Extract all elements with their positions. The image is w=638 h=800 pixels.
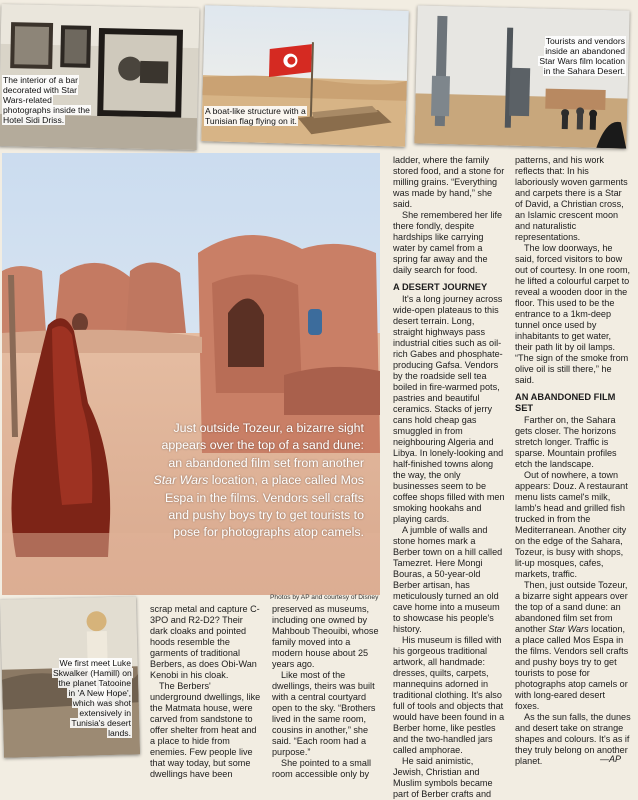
paragraph: She pointed to a small room accessible only by (272, 758, 371, 779)
paragraph: Then, just outside Tozeur, a bizarre sight appears over the top of a sand dune: an abandoned film set from another Star Wars location, a place called Mos Espa in the films. Vendors sell crafts and pushy boys try to get tourists to pose for photographs atop camels or with long-eared desert foxes. (515, 580, 629, 711)
boat-photo-caption: A boat-like structure with a Tunisian flag flying on it. (205, 106, 306, 126)
article-column-1 (150, 604, 262, 780)
paragraph: Farther on, the Sahara gets closer. The horizons stretch longer. Traffic is sparse. Mountain profiles etch the landscape. (515, 415, 617, 469)
vendors-photo (414, 5, 629, 148)
byline-signature: —AP (600, 754, 622, 764)
pull-quote: Just outside Tozeur, a bizarre sight appears over the top of a sand dune: an abandoned film set from another Star Wars location, a place called Mos Espa in the films. Vendors sell crafts and pushy boys try to get tourists to pose for photographs atop camels. (153, 421, 364, 540)
skywalker-photo-caption: We first meet Luke Skwalker (Hamill) on the planet Tatooine in 'A New Hope', which was shot extensively in Tunisia's desert lands. (53, 658, 132, 738)
paragraph: scrap metal and capture C-3PO and R2-D2? Their dark cloaks and pointed hoods resemble the garments of traditional Berbers, as does Obi-Wan Kenobi in his cloak. (150, 604, 260, 680)
section-heading: AN ABANDONED FILM SET (515, 392, 616, 413)
section-heading: A DESERT JOURNEY (393, 282, 488, 292)
article-column-2 (272, 604, 382, 780)
article-column-4 (515, 155, 631, 767)
paragraph: The Berbers' underground dwellings, like the Matmata house, were carved from sandstone to offer shelter from heat and a place to hide from enemies. Few people live that way today, but some dwellings have been (150, 681, 261, 779)
vendors-photo-caption: Tourists and vendors inside an abandoned Star Wars film location in the Sahara Desert. (539, 36, 625, 76)
paragraph: A jumble of walls and stone homes mark a Berber town on a hill called Tamezret. Here Mongi Bouras, a 50-year-old Berber artisan, has meticulously turned an old cave home into a museum to showcase his people's history. (393, 525, 503, 634)
paragraph: The low doorways, he said, forced visitors to bow out of courtesy. In one room, he lifted a colourful carpet to reveal a wooden door in the floor. This used to be the entrance to a 1km-deep tunnel once used by inhabitants to get water, their path lit by oil lamps. “The sign of the smoke from olive oil is still there,” he said. (515, 243, 631, 385)
paragraph: Out of nowhere, a town appears: Douz. A restaurant menu lists camel's milk, lamb's head and grilled fish trucked in from the Mediterranean. Another city on the edge of the Sahara, Tozeur, is busy with shops, lit-up mosques, cafes, markets, traffic. (515, 470, 628, 579)
paragraph: She remembered her life there fondly, despite hardships like carrying water by camel from a spring far away and the daily search for food. (393, 210, 503, 275)
paragraph: He said animistic, Jewish, Christian and Muslim symbols became part of Berber crafts and (393, 756, 493, 799)
paragraph: As the sun falls, the dunes and desert take on strange shapes and colours. It's as if they truly belong on another planet. (515, 712, 631, 766)
article-column-3 (393, 155, 505, 800)
paragraph: preserved as museums, including one owned by Mahboub Theouibi, whose family moved into a modern house about 25 years ago. (272, 604, 379, 669)
paragraph: It's a long journey across wide-open plateaus to this desert terrain. Long, straight highways pass industrial cities such as oil-rich Gabes and phosphate-producing Gafsa. Vendors by the roadside sell tea boiled in fire-warmed pots, pastries and beautiful ceramics. Stacks of jerry cans hold cheap gas smuggled in from neighbouring Algeria and Libya. In lonely-looking and half-finished towns along the way, the only businesses seem to be coffee shops filled with men smoking hookahs and playing cards. (393, 294, 505, 524)
paragraph: patterns, and his work reflects that: In his laboriously woven garments and carpets there is a Star of David, a Christian cross, an Islamic crescent moon and naturalistic representations. (515, 155, 628, 242)
paragraph: His museum is filled with his gorgeous traditional artwork, all handmade: dresses, quilts, carpets, mannequins adorned in traditional clothing. It's also full of tools and objects that would have been found in a Berber home, like pestles and the two-handled jars called amphorae. (393, 635, 505, 755)
paragraph: Like most of the dwellings, theirs was built with a central courtyard open to the sky. “Brothers lived in the same room, cousins in another,” she said. “Each room had a purpose.” (272, 670, 376, 757)
paragraph: ladder, where the family stored food, and a stone for milling grains. “Everything was made by hand,” she said. (393, 155, 505, 209)
bar-photo-caption: The interior of a bar decorated with Star Wars-related photographs inside the Hotel Sidi Driss. (3, 75, 90, 125)
photo-credit: Photos by AP and courtesy of Disney (270, 594, 379, 601)
